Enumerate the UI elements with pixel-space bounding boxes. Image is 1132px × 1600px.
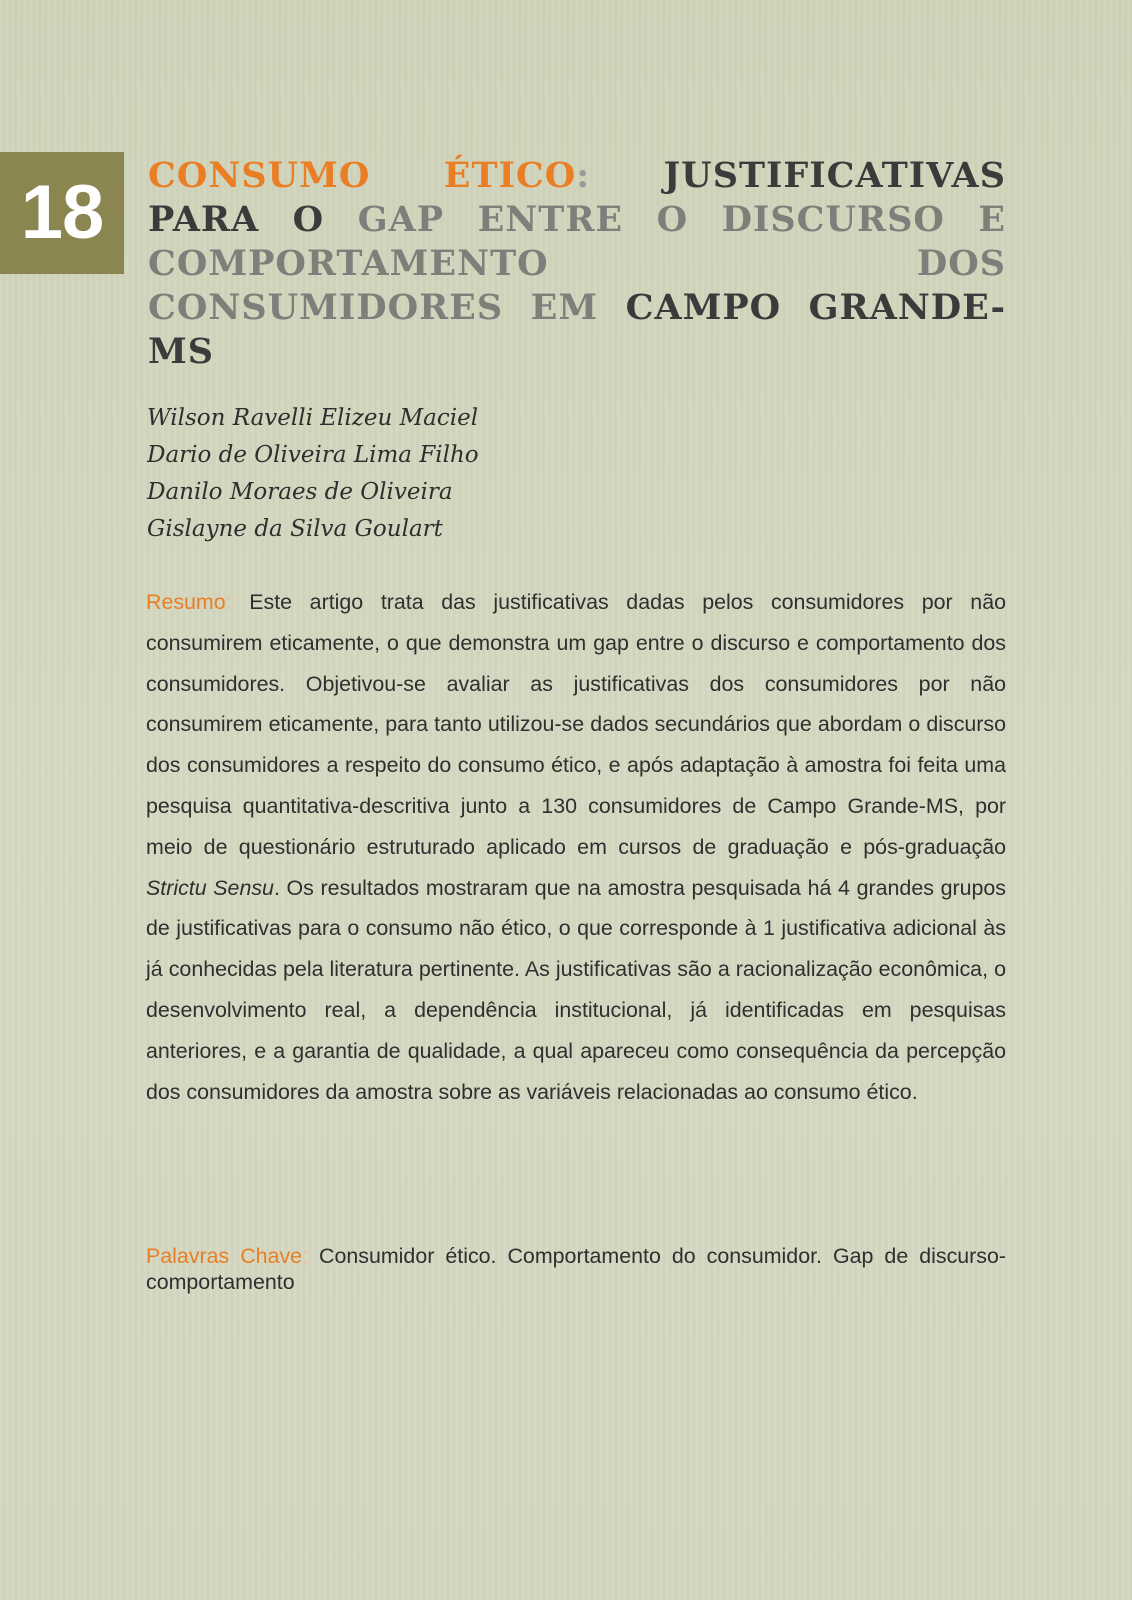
abstract-text-part1: Este artigo trata das justificativas dadas pelos consumidores por não consumirem eticamente, o que demonstra um gap entre o discurso e comportamento dos consumidores. Objetivou-se avaliar as justificativas dos consumidores por não consumirem eticamente, para tanto utilizou-se dados secundários que abordam o discurso dos consumidores a respeito do consumo ético, e após adaptação à amostra foi feita uma pesquisa quantitativa-descritiva junto a 130 consumidores de Campo Grande-MS, por meio de questionário estruturado aplicado em cursos de graduação e pós-graduação xyxy=(146,590,1006,859)
title-line4-prefix: EM xyxy=(530,287,599,328)
abstract-text-part2: . Os resultados mostraram que na amostra pesquisada há 4 grandes grupos de justificativas para o consumo não ético, o que corresponde à 1 justificativa adicional às já conhecidas pela literatura pertinente. As justificativas são a racionalização econômica, o desenvolvimento real, a dependência institucional, já identificadas em pesquisas anteriores, e a garantia de qualidade, a qual apareceu como consequência da percepção dos consumidores da amostra sobre as variáveis relacionadas ao consumo ético. xyxy=(146,875,1006,1104)
title-accent: CONSUMO ÉTICO xyxy=(148,155,577,196)
abstract-label-colon: : xyxy=(225,590,232,614)
abstract-italic-term: Strictu Sensu xyxy=(146,875,274,900)
title-line3: COMPORTAMENTO DOS CONSUMIDORES xyxy=(148,243,1006,328)
author-list xyxy=(147,400,747,548)
abstract-paragraph xyxy=(146,582,1006,1112)
title-line2: GAP ENTRE O DISCURSO E xyxy=(357,199,1007,240)
keywords-text: Consumidor ético. Comportamento do consumidor. Gap de discurso-comportamento xyxy=(146,1244,1006,1294)
author-name: Dario de Oliveira Lima Filho xyxy=(147,442,479,468)
title-colon: : xyxy=(576,155,591,196)
keywords-label: Palavras Chave xyxy=(146,1244,303,1268)
article-title xyxy=(148,154,1006,374)
title-line4-rest: CAMPO GRANDE-MS xyxy=(148,287,1006,372)
title-line1-rest: JUSTIFICATIVAS PARA O xyxy=(148,155,1006,240)
abstract-label: Resumo xyxy=(146,590,226,614)
keywords-paragraph xyxy=(146,1243,1006,1295)
keywords-label-colon: : xyxy=(302,1244,309,1268)
chapter-number-badge: 18 xyxy=(0,152,124,274)
author-name: Wilson Ravelli Elizeu Maciel xyxy=(147,405,479,431)
author-name: Gislayne da Silva Goulart xyxy=(147,516,443,542)
author-name: Danilo Moraes de Oliveira xyxy=(147,479,453,505)
